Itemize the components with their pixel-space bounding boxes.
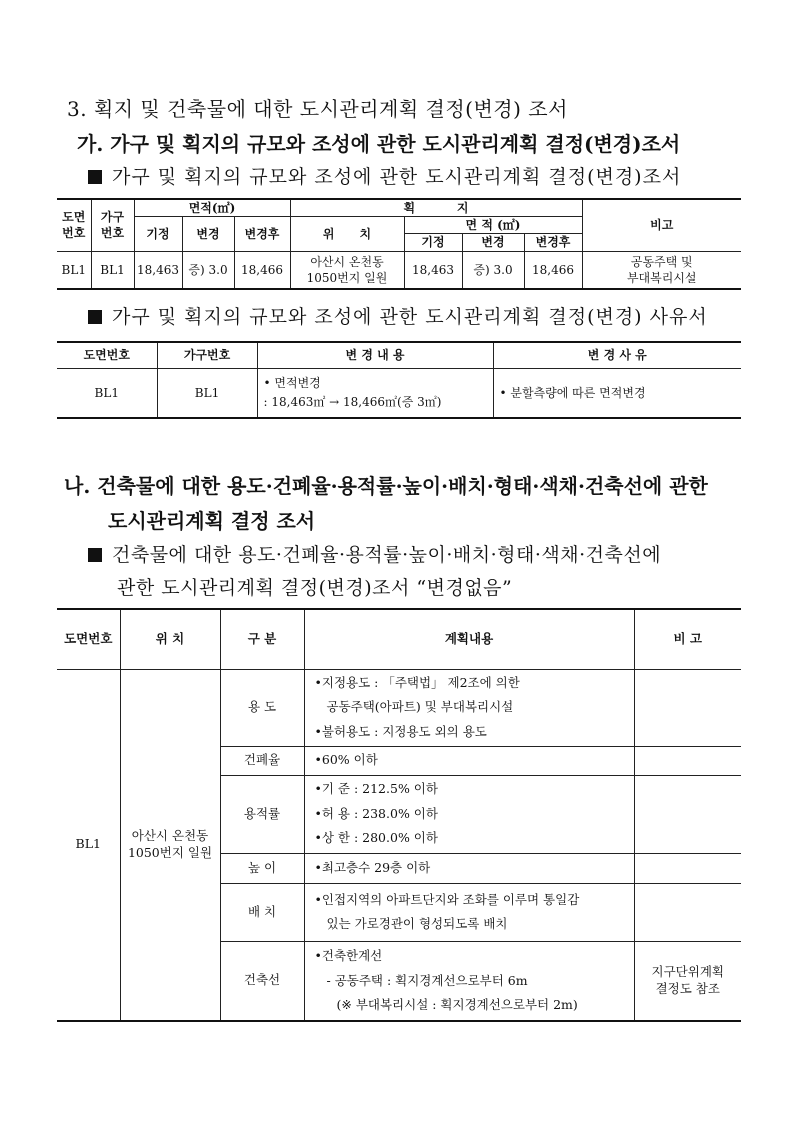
- cell-lot-change: 증) 3.0: [462, 251, 524, 289]
- subsection-heading-na-cont: 도시관리계획 결정 조서: [108, 509, 316, 533]
- header-remark: 비고: [582, 199, 741, 251]
- cell-plan-content: •인접지역의 아파트단지와 조화를 이루며 통일감 있는 가로경관이 형성되도록 배치: [304, 883, 634, 941]
- header-location: 위 치: [290, 217, 404, 251]
- cell-plan-content: •최고층수 29층 이하: [304, 853, 634, 883]
- header-remark: 비 고: [634, 609, 741, 669]
- cell-change-reason: • 분할측량에 따른 면적변경: [493, 368, 741, 418]
- cell-category: 용 도: [220, 669, 304, 746]
- table-row: [57, 368, 741, 418]
- cell-lot-after: 18,466: [524, 251, 582, 289]
- cell-change: 증) 3.0: [182, 251, 234, 289]
- header-change-reason: 변 경 사 유: [493, 342, 741, 368]
- cell-drawing: BL1: [57, 251, 91, 289]
- cell-category: 배 치: [220, 883, 304, 941]
- cell-remark: [634, 669, 741, 746]
- header-change-content: 변 경 내 용: [257, 342, 493, 368]
- cell-remark: [634, 853, 741, 883]
- cell-remark: 지구단위계획 결정도 참조: [634, 941, 741, 1021]
- header-lot-after: 변경후: [524, 234, 582, 251]
- building-plan-table: [57, 608, 741, 1022]
- cell-plan-content: •건축한계선 - 공동주택 : 획지경계선으로부터 6m (※ 부대복리시설 : 획지경계선으로부터 2m): [304, 941, 634, 1021]
- subsection-heading-na: 나. 건축물에 대한 용도·건폐율·용적률·높이·배치·형태·색채·건축선에 관한: [64, 474, 708, 498]
- header-area: 면적(㎡): [134, 199, 290, 217]
- header-plan-content: 계획내용: [304, 609, 634, 669]
- cell-category: 용적률: [220, 775, 304, 853]
- cell-remark: [634, 775, 741, 853]
- table1-caption: [88, 162, 681, 189]
- section-heading-3: 3. 획지 및 건축물에 대한 도시관리계획 결정(변경) 조서: [67, 97, 568, 121]
- table1-caption-text: 가구 및 획지의 규모와 조성에 관한 도시관리계획 결정(변경)조서: [112, 166, 682, 188]
- cell-change-content: • 면적변경 : 18,463㎡ → 18,466㎡(증 3㎡): [257, 368, 493, 418]
- cell-drawing: BL1: [57, 368, 157, 418]
- table-row: [57, 251, 741, 289]
- cell-remark: 공동주택 및 부대복리시설: [582, 251, 741, 289]
- table3-caption: [88, 540, 661, 567]
- header-existing: 기정: [134, 217, 182, 251]
- cell-remark: [634, 746, 741, 775]
- header-lot: 획 지: [290, 199, 582, 217]
- header-drawing-no: 도면번호: [57, 342, 157, 368]
- table-row: [57, 669, 741, 746]
- header-drawing-no: 도면번호: [57, 609, 120, 669]
- cell-category: 건축선: [220, 941, 304, 1021]
- cell-drawing: BL1: [57, 669, 120, 1021]
- square-bullet-icon: [88, 170, 102, 184]
- cell-plan-content: •지정용도 : 「주택법」 제2조에 의한 공동주택(아파트) 및 부대복리시설 •불허용도 : 지정용도 외의 용도: [304, 669, 634, 746]
- table2-caption: [88, 302, 708, 329]
- table2-caption-text: 가구 및 획지의 규모와 조성에 관한 도시관리계획 결정(변경) 사유서: [112, 306, 708, 328]
- cell-lot-existing: 18,463: [404, 251, 462, 289]
- header-lot-change: 변경: [462, 234, 524, 251]
- cell-block: BL1: [157, 368, 257, 418]
- header-after: 변경후: [234, 217, 290, 251]
- header-category: 구 분: [220, 609, 304, 669]
- subsection-heading-ga: 가. 가구 및 획지의 규모와 조성에 관한 도시관리계획 결정(변경)조서: [77, 132, 681, 156]
- header-block-no: 가구번호: [157, 342, 257, 368]
- square-bullet-icon: [88, 548, 102, 562]
- change-reason-table: [57, 341, 741, 419]
- cell-after: 18,466: [234, 251, 290, 289]
- cell-location: 아산시 온천동 1050번지 일원: [290, 251, 404, 289]
- header-drawing-no: 도면 번호: [57, 199, 91, 251]
- cell-plan-content: •60% 이하: [304, 746, 634, 775]
- cell-remark: [634, 883, 741, 941]
- header-location: 위 치: [120, 609, 220, 669]
- header-lot-area: 면 적 (㎡): [404, 217, 582, 234]
- cell-category: 높 이: [220, 853, 304, 883]
- cell-block: BL1: [91, 251, 134, 289]
- cell-existing: 18,463: [134, 251, 182, 289]
- header-change: 변경: [182, 217, 234, 251]
- block-lot-decision-table: [57, 198, 741, 290]
- cell-category: 건폐율: [220, 746, 304, 775]
- header-block-no: 가구 번호: [91, 199, 134, 251]
- table3-caption-cont: 관한 도시관리계획 결정(변경)조서 “변경없음”: [117, 577, 513, 599]
- square-bullet-icon: [88, 310, 102, 324]
- cell-location: 아산시 온천동 1050번지 일원: [120, 669, 220, 1021]
- table3-caption-text: 건축물에 대한 용도·건폐율·용적률·높이·배치·형태·색채·건축선에: [112, 544, 662, 566]
- cell-plan-content: •기 준 : 212.5% 이하 •허 용 : 238.0% 이하 •상 한 : 280.0% 이하: [304, 775, 634, 853]
- header-lot-existing: 기정: [404, 234, 462, 251]
